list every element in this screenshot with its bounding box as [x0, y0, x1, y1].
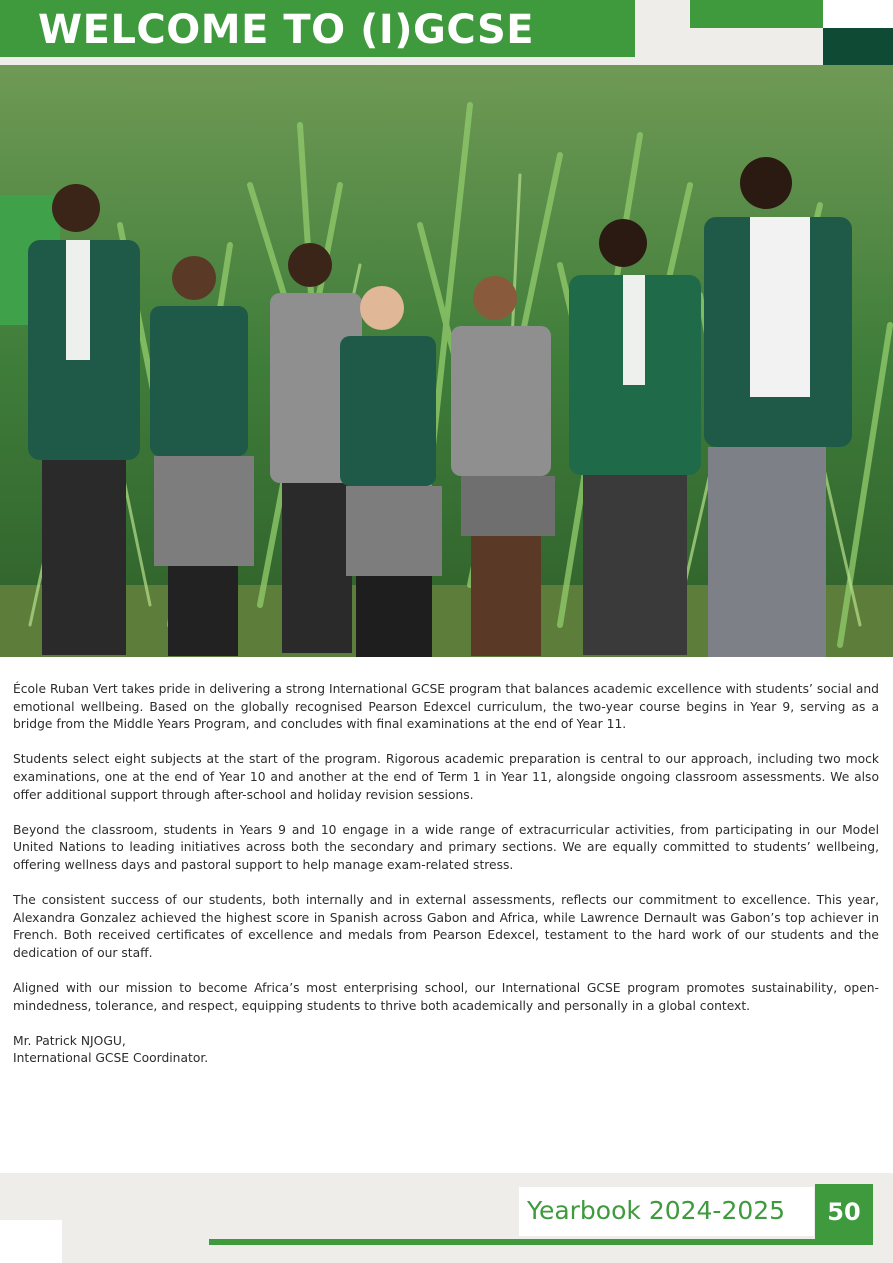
page-title: WELCOME TO (I)GCSE	[38, 7, 535, 53]
article-paragraph: École Ruban Vert takes pride in delivering a strong International GCSE program that balances academic excellence with students’ social and emotional wellbeing. Based on the globally recognised Pearson Edexcel curriculum, the two-year course begins in Year 9, serving as a bridge from the Middle Years Program, and concludes with final examinations at the end of Year 11.	[13, 682, 879, 732]
article-paragraph: Students select eight subjects at the start of the program. Rigorous academic preparation is central to our approach, including two mock examinations, one at the end of Year 10 and another at the end of Term 1 in Year 11, alongside ongoing classroom assessments. We also offer additional support through after-school and holiday revision sessions.	[13, 752, 879, 802]
group-photo	[0, 65, 893, 657]
article-paragraph: Aligned with our mission to become Africa’s most enterprising school, our International GCSE program promotes sustainability, open-mindedness, tolerance, and respect, equipping students to thrive both academically and personally in a global context.	[13, 981, 879, 1013]
article-paragraph: The consistent success of our students, both internally and in external assessments, reflects our commitment to excellence. This year, Alexandra Gonzalez achieved the highest score in Spanish across Gabon and Africa, while Lawrence Dernault was Gabon’s top achiever in French. Both received certificates of excellence and medals from Pearson Edexcel, testament to the hard work of our students and the dedication of our staff.	[13, 893, 879, 960]
decorative-green-block	[690, 0, 823, 28]
signature-name: Mr. Patrick NJOGU,	[13, 1033, 126, 1048]
article-body	[13, 681, 879, 1068]
signature-role: International GCSE Coordinator.	[13, 1051, 209, 1066]
yearbook-label: Yearbook 2024-2025	[527, 1196, 786, 1225]
decorative-white-block-bottom	[0, 1220, 62, 1263]
article-paragraph: Beyond the classroom, students in Years 9 and 10 engage in a wide range of extracurricular activities, from participating in our Model United Nations to leading initiatives across both the secondary and primary sections. We are equally committed to students’ wellbeing, offering wellness days and pastoral support to help manage exam-related stress.	[13, 822, 879, 872]
footer-rule	[209, 1239, 873, 1245]
decorative-white-block	[823, 0, 893, 28]
page-number: 50	[827, 1198, 861, 1226]
article-panel	[0, 657, 893, 1173]
